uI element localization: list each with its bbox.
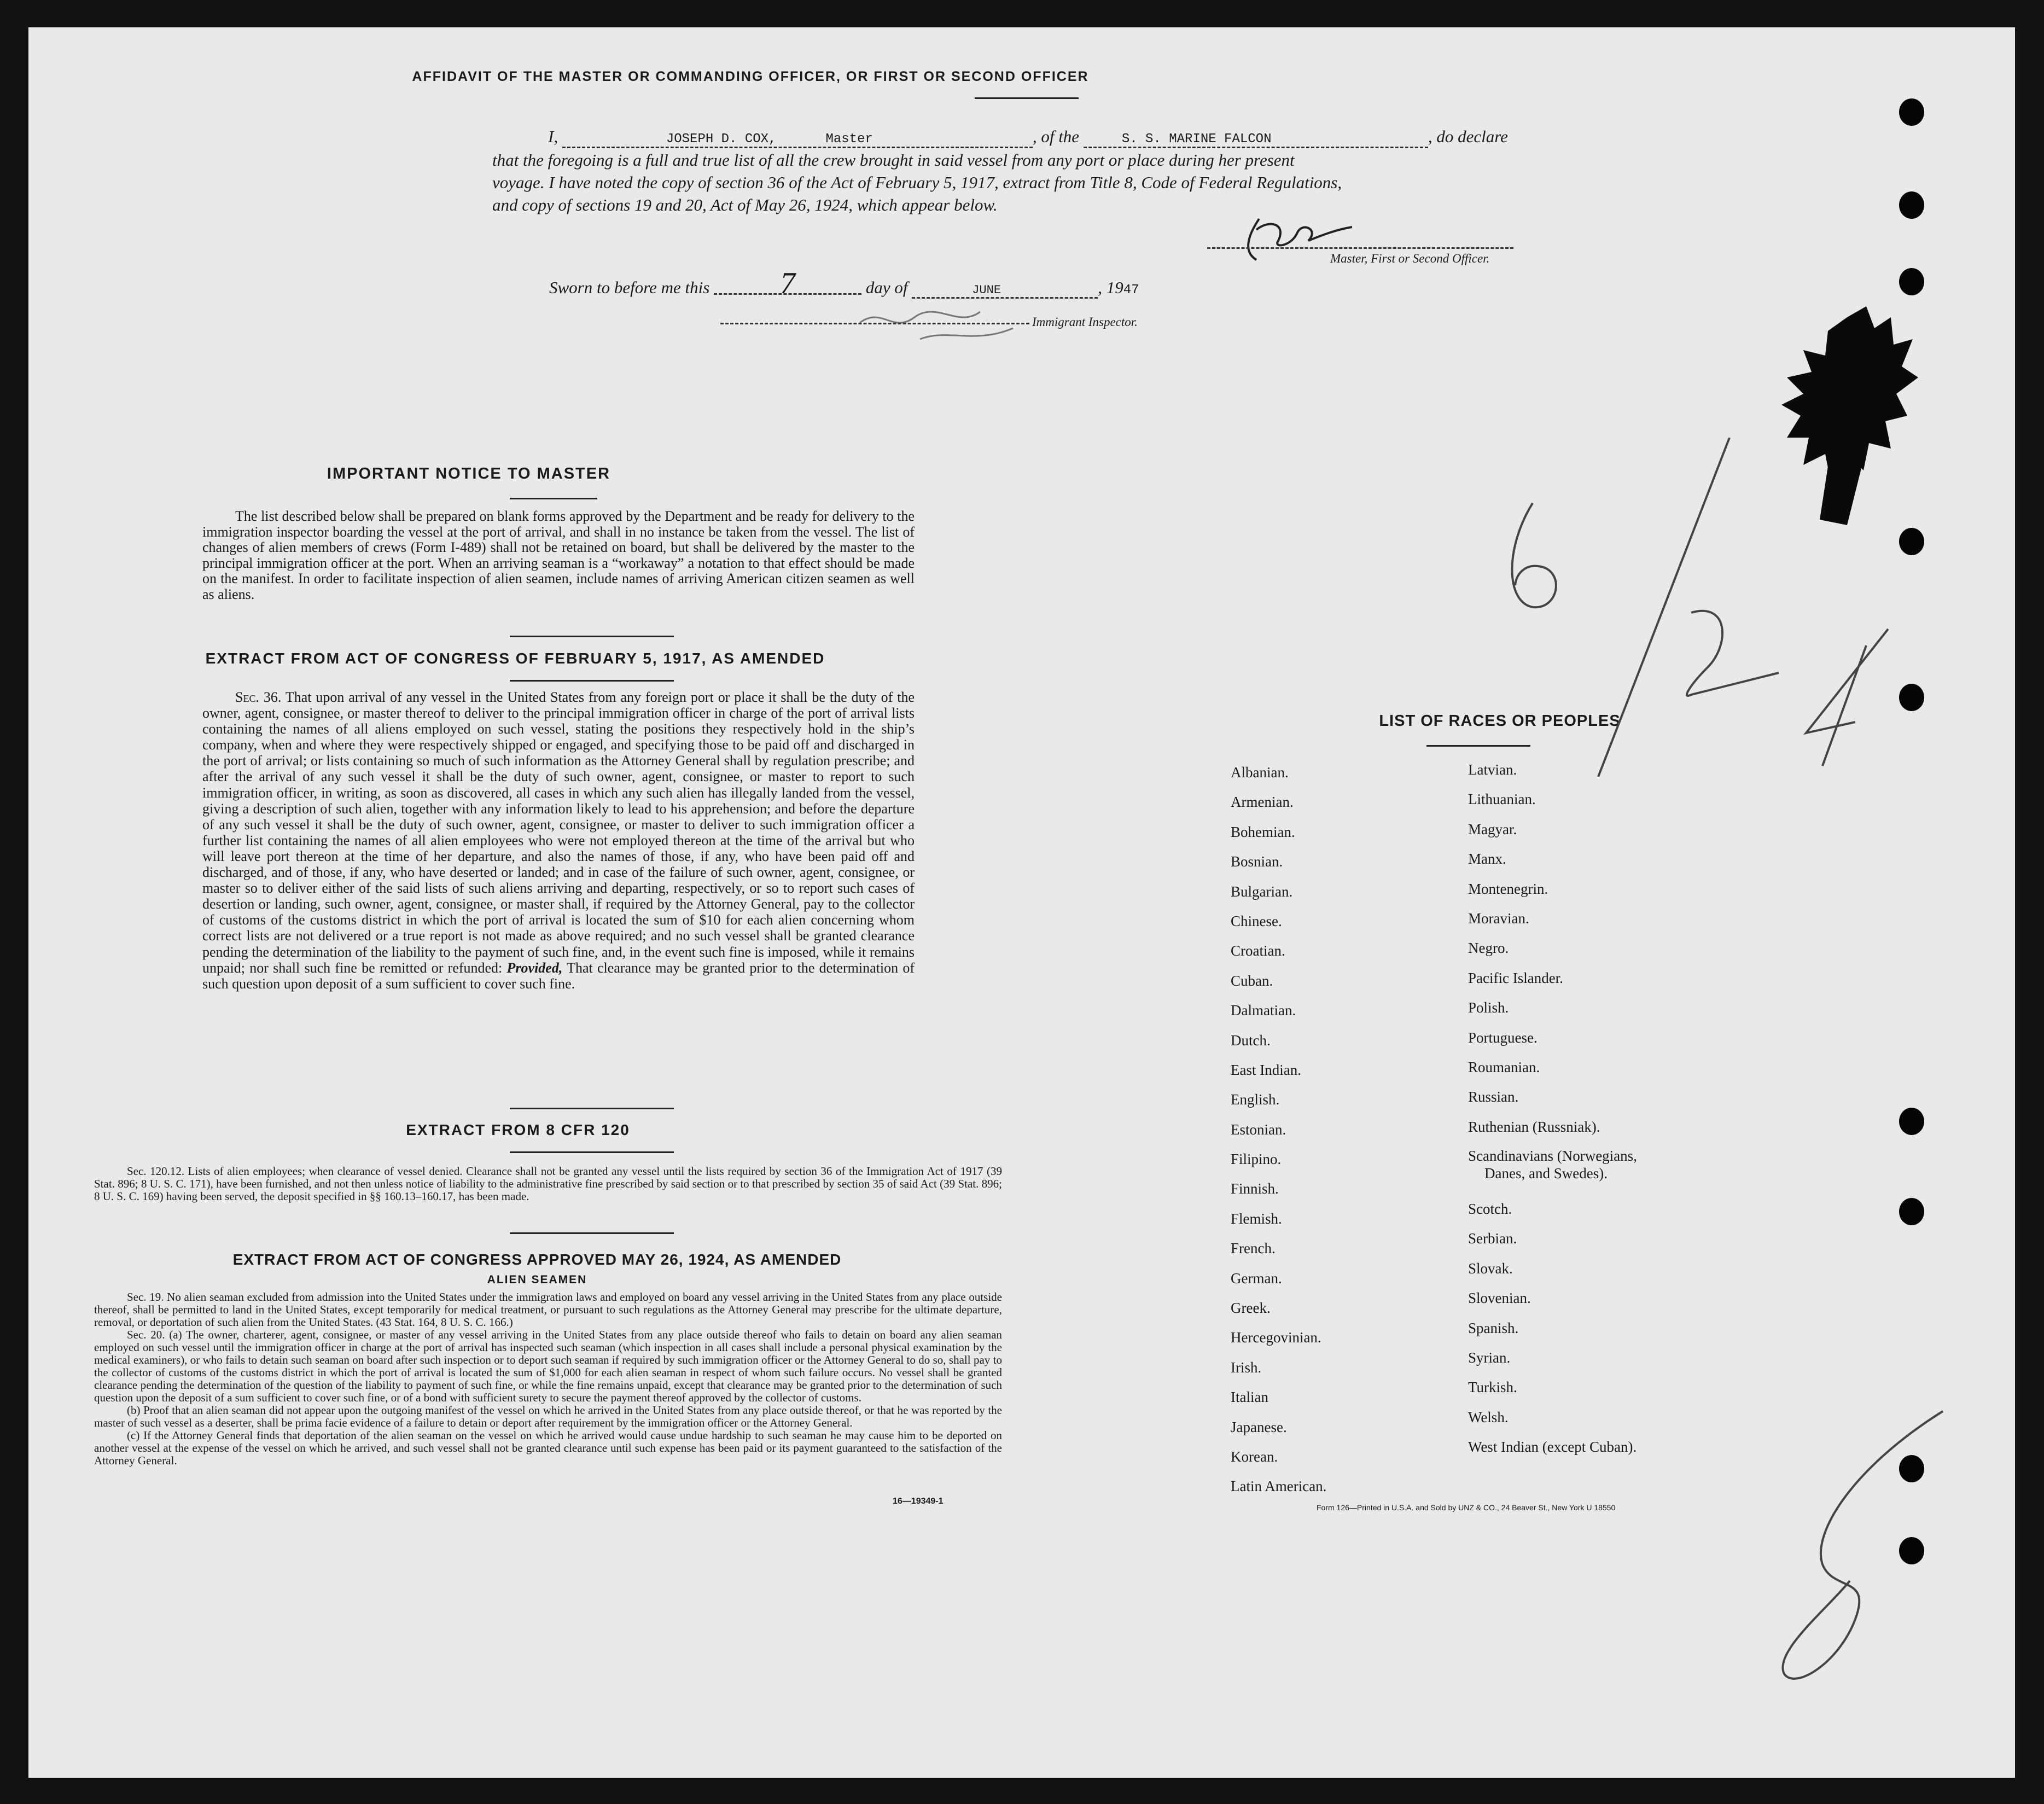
vessel-name-field [1084,132,1428,148]
race-item: Turkish. [1468,1379,1517,1396]
sec-20c-body: (c) If the Attorney General finds that deportation of the alien seaman on the vessel on which he arrived would cause undue hardship to such seaman he may cause him to be deported on another vessel at the expense of the vessel on which he arrived, and such vessel shall not be granted clearance until such expense has been paid or its payment guaranteed to the satisfaction of the Attorney General. [94,1429,1002,1467]
race-item: Scandinavians (Norwegians, [1468,1148,1637,1165]
master-name: JOSEPH D. COX, [666,132,777,147]
race-item: Polish. [1468,999,1509,1016]
race-item: East Indian. [1231,1061,1301,1078]
sworn-day [714,266,861,300]
signature-caption: Master, First or Second Officer. [1330,252,1490,265]
affidavit-body-line-2: that the foregoing is a full and true list of all the crew brought in said vessel from any port or place during her present [492,150,1295,170]
race-item: Bulgarian. [1231,883,1293,900]
race-item: Finnish. [1231,1180,1279,1197]
master-rank: Master [825,132,873,147]
race-item: Albanian. [1231,764,1289,781]
sworn-label: Sworn to before me this [549,278,710,297]
race-item: Italian [1231,1389,1268,1406]
race-item: Ruthenian (Russniak). [1468,1118,1600,1135]
race-item: Moravian. [1468,910,1529,927]
affidavit-body-line-3: voyage. I have noted the copy of section 36 of the Act of February 5, 1917, extract from Title 8, Code of Federal Regulations, [492,173,1342,192]
race-item: Irish. [1231,1359,1262,1376]
race-item: Armenian. [1231,794,1294,811]
sec-20a-body: Sec. 20. (a) The owner, charterer, agent, consignee, or master of any vessel arriving in the United States from any place outside thereof who fails to detain on board any alien seaman employed on such vessel until the immigration officer in charge at the port of arrival has inspected such seaman (which inspection in all cases shall include a personal physical examination by the medical examiners), or who fails to detain such seaman on board after such inspection or to deport such seaman if required by such immigration officer or the Attorney General to do so, shall pay to the collector of customs of the customs district in which the port of arrival is located the sum of $1,000 for each alien seaman in respect of whom such failure occurs. No vessel shall be granted clearance pending the determination of the question of the liability to payment of such fine, or while the fine remains unpaid, except that clearance may be granted prior to the determination of such question upon the deposit of a sum sufficient to cover such fine, or of a bond with sufficient surety to secure the payment thereof approved by the collector of customs. [94,1328,1002,1404]
race-item: Filipino. [1231,1151,1282,1168]
document-sheet [28,27,2015,1778]
race-item: Japanese. [1231,1418,1287,1435]
race-item: English. [1231,1091,1280,1108]
race-item: Serbian. [1468,1230,1517,1247]
sec-36-label: Sec. 36. [235,689,282,705]
binding-hole [1899,528,1924,555]
races-left-column [1231,758,1326,1502]
sworn-year-prefix: , 19 [1098,278,1123,297]
race-item: Hercegovinian. [1231,1329,1321,1346]
race-item: Danes, and Swedes). [1484,1165,1608,1182]
sec-20b-body: (b) Proof that an alien seaman did not appear upon the outgoing manifest of the vessel on which he arrived in the United States from any place outside thereof, or that he was reported by the master of such vessel as a deserter, shall be prima facie evidence of a failure to detain or deport after requirement by the immigration officer or the Attorney General. [94,1404,1002,1429]
extract-1924-body [94,1291,1002,1467]
race-item: West Indian (except Cuban). [1468,1439,1637,1456]
signature-line [1207,247,1513,249]
race-item: Chinese. [1231,912,1282,929]
extract-1924-subtitle: ALIEN SEAMEN [487,1273,587,1286]
affidavit-body [492,149,1581,216]
binding-hole [1899,1537,1924,1564]
race-item: Cuban. [1231,972,1273,989]
binding-hole [1899,1455,1924,1482]
affidavit-declare: , do declare [1428,127,1508,146]
extract-cfr-title: EXTRACT FROM 8 CFR 120 [406,1121,630,1138]
race-item: Spanish. [1468,1319,1519,1336]
binding-hole [1899,684,1924,711]
race-item: Russian. [1468,1089,1519,1105]
binding-hole [1899,1108,1924,1135]
extract-1917-rule [510,680,674,682]
extract-1917-body [202,689,915,992]
affidavit-of-the: , of the [1032,127,1080,146]
race-item: Dutch. [1231,1032,1271,1049]
race-item-multiline [1468,1142,1637,1182]
race-item: German. [1231,1270,1282,1287]
race-item: Latin American. [1231,1478,1327,1495]
extract-1924-title: EXTRACT FROM ACT OF CONGRESS APPROVED MAY 26, 1924, AS AMENDED [232,1251,842,1268]
affidavit-title: AFFIDAVIT OF THE MASTER OR COMMANDING OFFICER, OR FIRST OR SECOND OFFICER [412,69,1089,84]
form-printer-note: Form 126—Printed in U.S.A. and Sold by UNZ & CO., 24 Beaver St., New York U 18550 [1317,1503,1616,1512]
sec-36-body: That upon arrival of any vessel in the United States from any foreign port or place it shall be the duty of the owner, agent, consignee, or master thereof to deliver to the principal immigration officer in charge of the port of arrival lists containing the names of all aliens employed on such vessel, stating the positions they respectively hold in the ship’s company, when and where they were respectively shipped or engaged, and specifying those to be paid off and discharged in the port of arrival; or lists containing so much of such information as the Attorney General shall by regulation prescribe; and after the arrival of any such vessel it shall be the duty of such owner, agent, consignee, or master to report to such immigration officer, in writing, as soon as discovered, all cases in which any such alien has illegally landed from the vessel, giving a description of such alien, together with any information likely to lead to his apprehension; and before the departure of any such vessel it shall be the duty of such owner, agent, consignee, or master to deliver to such immigration officer a further list containing the names of all alien employees who were not employed thereon at the time of the arrival but who will leave port thereon at the time of her departure, and also the names of those, if any, who have been paid off and discharged, and of those, if any, who have deserted or landed; and in case of the failure of such owner, agent, consignee, or master so to deliver either of the said lists of such aliens arriving and departing, respectively, or so to report such cases of desertion or landing, such owner, agent, consignee, or master shall, if required by the Attorney General, pay to the collector of customs of the customs district in which the port of arrival is located the sum of $10 for each alien concerning whom correct lists are not delivered or a true report is not made as above required; and no such vessel shall be granted clearance pending the determination of the liability to the payment of such fine, and, in the event such fine is imposed, while it remains unpaid; nor shall such fine be remitted or refunded: [202,689,915,976]
master-name-field [562,132,1033,148]
race-item: Bosnian. [1231,853,1283,870]
race-item: Portuguese. [1468,1029,1538,1046]
extract-1917-title: EXTRACT FROM ACT OF CONGRESS OF FEBRUARY 5, 1917, AS AMENDED [205,650,825,667]
race-item: Scotch. [1468,1201,1512,1218]
sworn-day-of: day of [865,278,908,297]
race-item: Pacific Islander. [1468,969,1563,986]
extract-cfr-end-rule [510,1232,674,1234]
race-item: Latvian. [1468,761,1517,778]
provided-term: Provided, [506,959,563,976]
binding-hole [1899,191,1924,219]
notice-end-rule [510,636,674,637]
extract-cfr-body: Sec. 120.12. Lists of alien employees; when clearance of vessel denied. Clearance shall not be granted any vessel until the lists required by section 36 of the Immigration Act of 1917 (39 Stat. 896; 8 U. S. C. 171), have been furnished, and not then unless notice of liability to the administrative fine prescribed by said section or to that prescribed by section 35 of said Act (39 Stat. 896; 8 U. S. C. 169) having been served, the deposit specified in §§ 160.13–160.17, has been made. [94,1165,1002,1203]
race-item: Lithuanian. [1468,791,1536,808]
race-item: French. [1231,1240,1276,1257]
affidavit-pre-name: I, [548,127,558,146]
print-code: 16—19349-1 [893,1497,944,1506]
race-item: Flemish. [1231,1210,1282,1227]
sworn-year-suffix: 47 [1123,283,1139,298]
notice-rule [510,498,597,499]
inspector-caption: Immigrant Inspector. [1032,315,1138,329]
notice-body: The list described below shall be prepared on blank forms approved by the Department and be ready for delivery to the immigration inspector boarding the vessel at the port of arrival, and shall in no instance be taken from the vessel. The list of changes of alien members of crews (Form I-489) shall not be retained on board, but shall be delivered by the master to the principal immigration officer at the port. When an arriving seaman is a “workaway” a notation to that effect should be made on the manifest. In order to facilitate inspection of alien seamen, include names of arriving American citizen seamen as well as aliens. [202,508,915,602]
extract-cfr-rule [510,1151,674,1153]
race-item: Slovak. [1468,1260,1513,1277]
races-title: LIST OF RACES OR PEOPLES [1379,712,1621,730]
race-item: Dalmatian. [1231,1002,1296,1019]
race-item: Welsh. [1468,1409,1509,1425]
inspector-line [720,323,1029,324]
title-rule [975,97,1079,99]
binding-hole [1899,98,1924,126]
race-item: Estonian. [1231,1121,1286,1138]
races-right-column [1468,755,1637,1462]
seal-stamp [1738,284,1924,536]
sec-19-body: Sec. 19. No alien seaman excluded from admission into the United States under the immigration laws and employed on board any vessel arriving in the United States from any place outside thereof, shall be permitted to land in the United States, except temporarily for medical treatment, or pursuant to such regulations as the Attorney General may prescribe for the ultimate departure, removal, or deportation of such alien from the United States. (43 Stat. 164, 8 U. S. C. 166.) [94,1290,1002,1329]
race-item: Korean. [1231,1448,1278,1465]
affidavit-line-1 [548,127,1508,148]
binding-hole [1899,268,1924,295]
race-item: Croatian. [1231,942,1285,959]
affidavit-body-line-4: and copy of sections 19 and 20, Act of May 26, 1924, which appear below. [492,195,998,214]
race-item: Greek. [1231,1300,1271,1317]
sworn-day-value: 7 [780,266,796,300]
race-item: Magyar. [1468,820,1517,837]
binding-hole [1899,1198,1924,1225]
race-item: Bohemian. [1231,823,1295,840]
race-item: Syrian. [1468,1349,1511,1366]
sec-36-proviso: That clearance may be granted prior to the determination of such question upon deposit of a sum sufficient to cover such fine. [202,959,915,992]
sworn-month: JUNE [972,283,1001,297]
race-item: Slovenian. [1468,1290,1531,1307]
race-item: Negro. [1468,940,1509,957]
notice-title: IMPORTANT NOTICE TO MASTER [327,465,611,482]
race-item: Montenegrin. [1468,880,1548,897]
race-item: Roumanian. [1468,1058,1540,1075]
vessel-name: S. S. MARINE FALCON [1121,132,1272,147]
extract-1917-end-rule [510,1108,674,1109]
race-item: Manx. [1468,851,1506,868]
